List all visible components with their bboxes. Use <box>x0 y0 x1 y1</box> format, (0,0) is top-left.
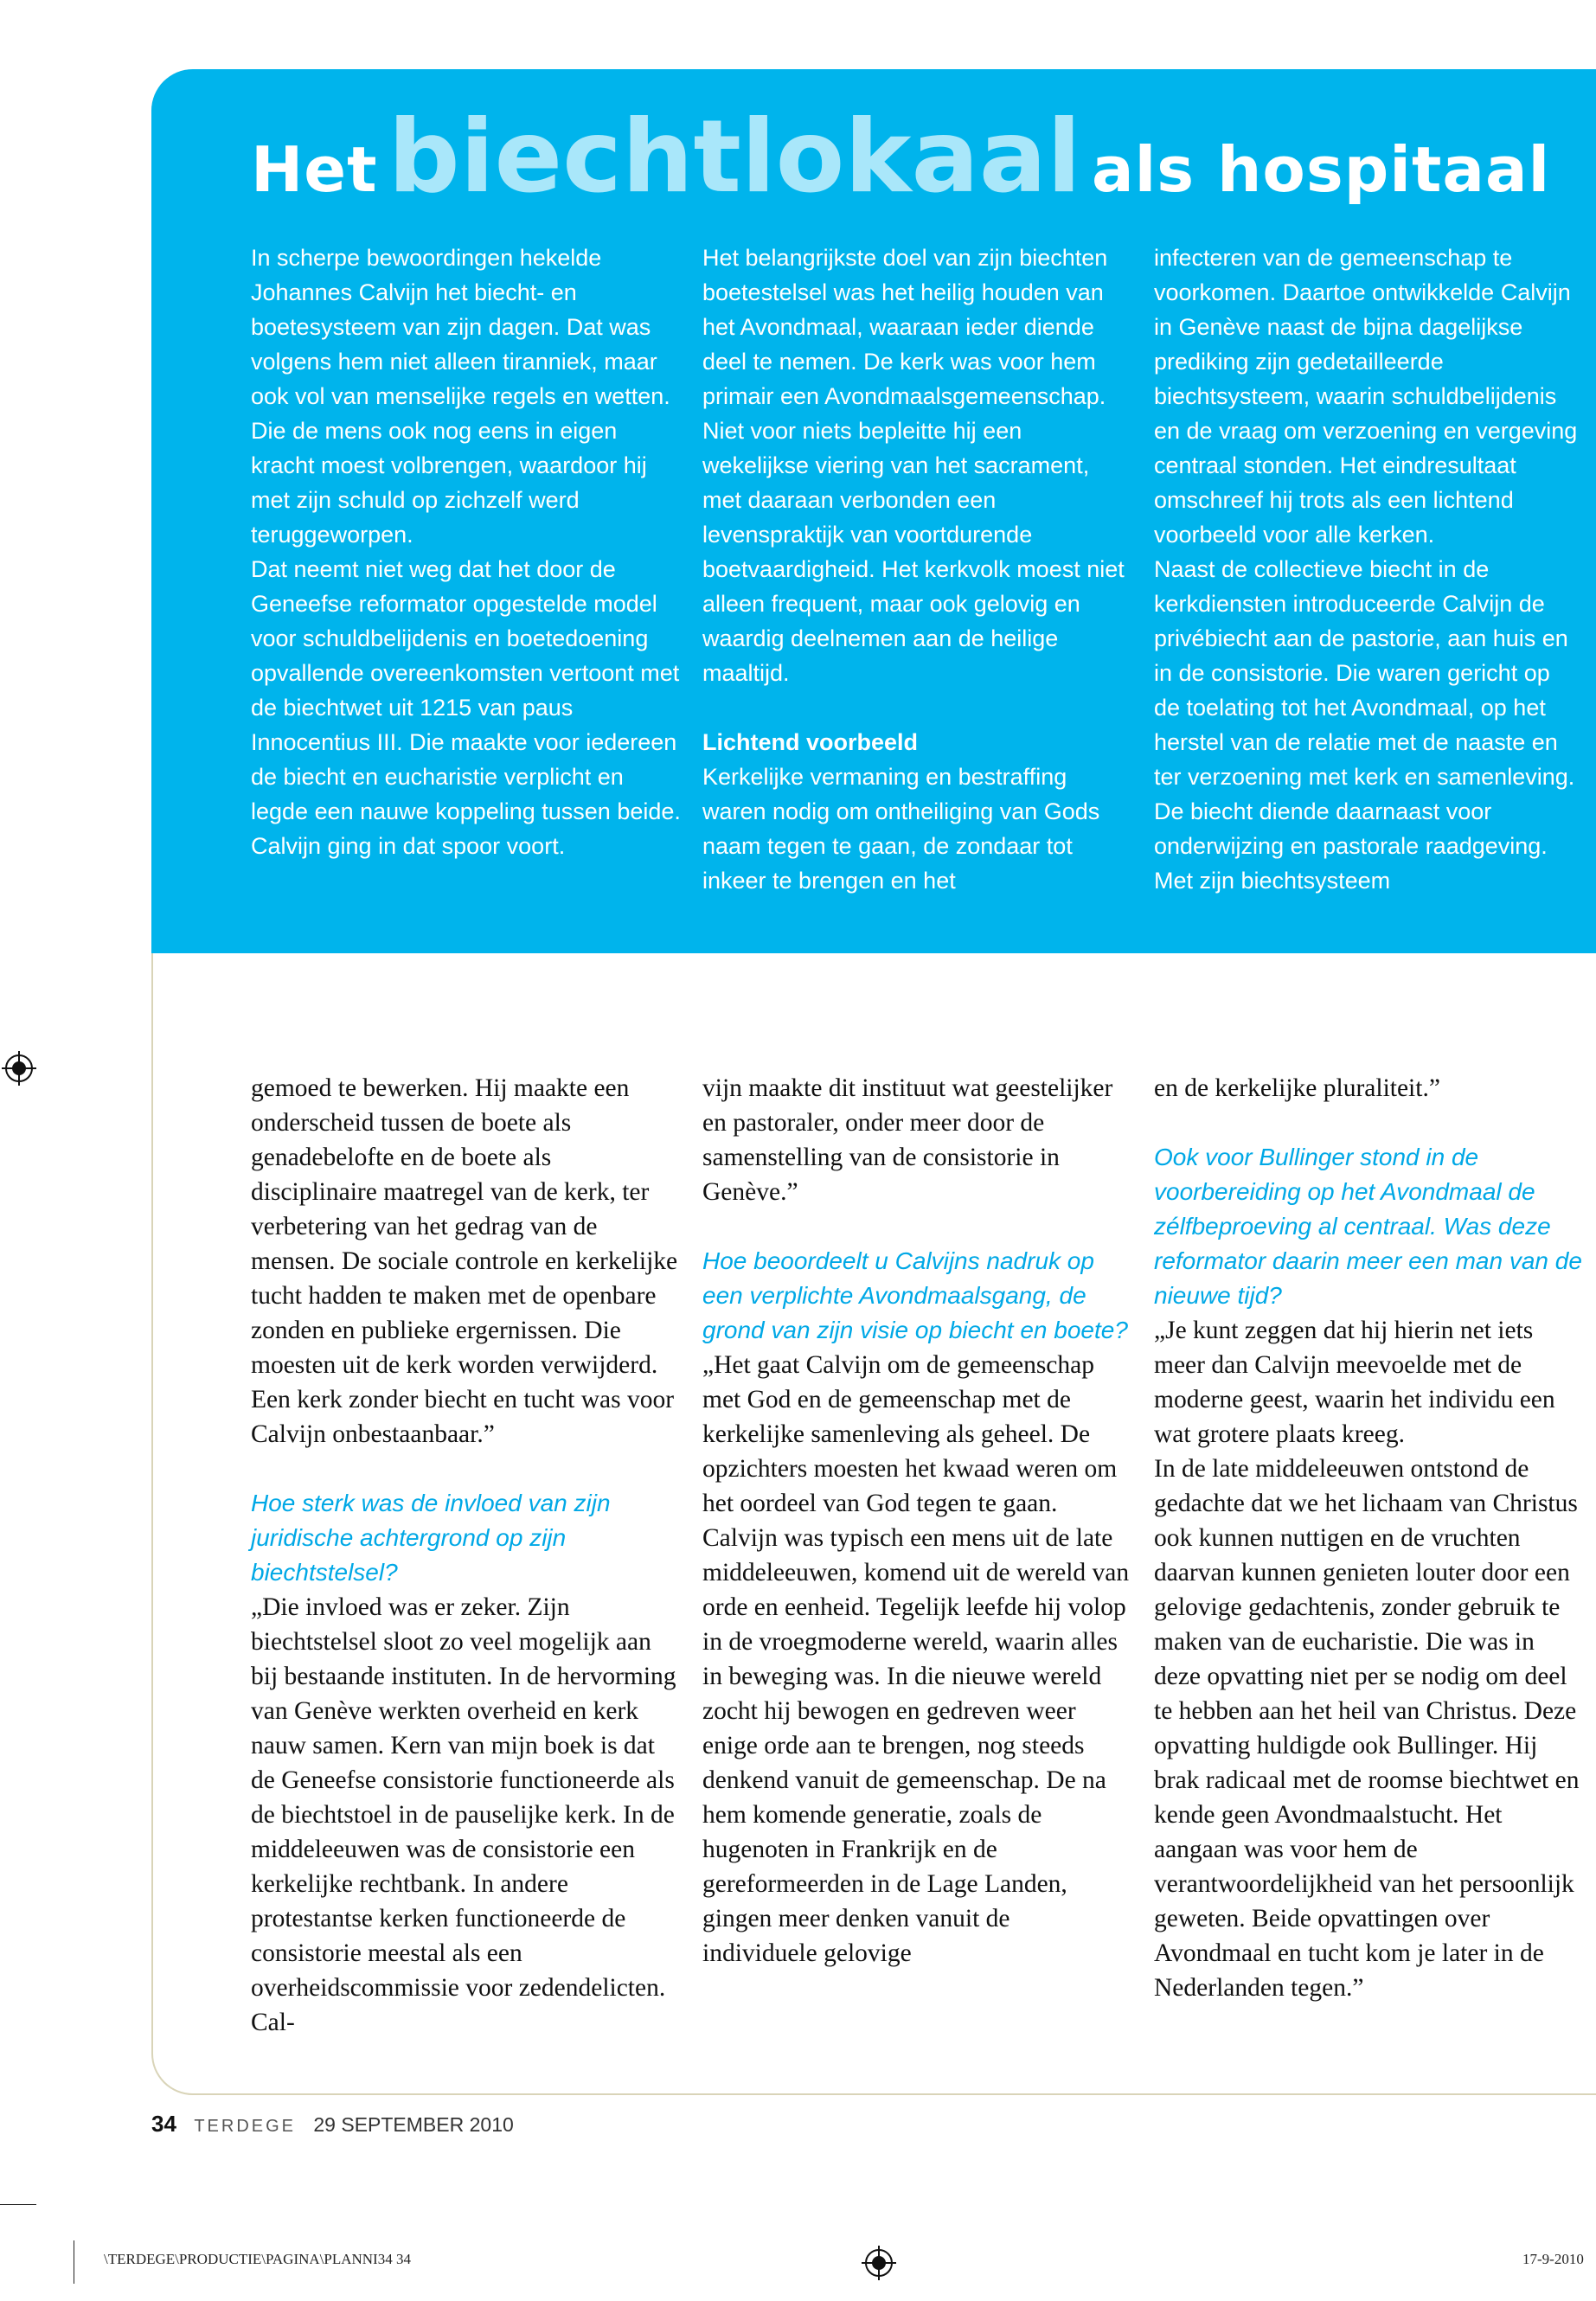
registration-mark-icon <box>5 1054 33 1082</box>
page-footer <box>151 2111 514 2138</box>
headline-part1: Het <box>251 133 378 206</box>
registration-mark-icon <box>865 2249 893 2277</box>
body-paragraph: „Het gaat Calvijn om de gemeenschap met God en de gemeenschap met de kerkelijke samenleving als geheel. De opzichters moesten het kwaad weren om het oordeel van God tegen te gaan. Calvijn was typisch een mens uit de late middeleeuwen, komend uit de wereld van orde en eenheid. Tegelijk leefde hij volop in de vroegmoderne wereld, waarin alles in beweging was. In die nieuwe wereld zocht hij bewogen en gedreven weer enige orde aan te brengen, nog steeds denkend vanuit de gemeenschap. De na hem komende generatie, zoals de hugenoten in Frankrijk en de gereformeerden in de Lage Landen, gingen meer denken vanuit de individuele gelovige <box>702 1351 1130 1967</box>
interview-question: Ook voor Bullinger stond in de voorbereiding op het Avondmaal de zélfbeproeving al centraal. Was deze reformator daarin meer een man van de nieuwe tijd? <box>1154 1144 1582 1309</box>
crop-mark <box>0 2204 36 2205</box>
intro-column-1 <box>251 240 683 863</box>
body-paragraph: „Je kunt zeggen dat hij hierin net iets meer dan Calvijn meevoelde met de moderne geest, waarin het individu een wat grotere plaats kreeg. <box>1154 1317 1555 1448</box>
intro-paragraph: Kerkelijke vermaning en bestraffing waren nodig om ontheiliging van Gods naam tegen te gaan, de zondaar tot inkeer te brengen en het <box>702 764 1100 894</box>
intro-paragraph: Naast de collectieve biecht in de kerkdiensten introduceerde Calvijn de privébiecht aan de pastorie, aan huis en in de consistorie. Die waren gericht op de toelating tot het Avondmaal, op het herstel van de relatie met de naaste en ter verzoening met kerk en samenleving. De biecht diende daarnaast voor onderwijzing en pastorale raadgeving. Met zijn biechtsysteem <box>1154 556 1575 894</box>
slug-date: 17-9-2010 <box>1522 2251 1584 2267</box>
body-paragraph: „Die invloed was er zeker. Zijn biechtstelsel sloot zo veel mogelijk aan bij bestaande instituten. In de hervorming van Genève werkten overheid en kerk nauw samen. Kern van mijn boek is dat de Geneefse consistorie functioneerde als de biechtstoel in de pauselijke kerk. In de middeleeuwen was de consistorie een kerkelijke rechtbank. In andere protestantse kerken functioneerde de consistorie meestal als een overheidscommissie voor zedendelicten. Cal- <box>251 1593 676 2036</box>
body-column-2 <box>702 1071 1131 1971</box>
headline-part3: als hospitaal <box>1091 133 1551 206</box>
intro-paragraph: Het belangrijkste doel van zijn biechten boetestelsel was het heilig houden van het Avondmaal, waaraan ieder diende deel te nemen. De kerk was voor hem primair een Avondmaalsgemeenschap. Niet voor niets bepleitte hij een wekelijkse viering van het sacrament, met daaraan verbonden een levenspraktijk van voortdurende boetvaardigheid. Het kerkvolk moest niet alleen frequent, maar ook gelovig en waardig deelnemen aan de heilige maaltijd. <box>702 245 1125 686</box>
interview-question: Hoe sterk was de invloed van zijn juridische achtergrond op zijn biechtstelsel? <box>251 1490 611 1586</box>
body-paragraph: en de kerkelijke pluraliteit.” <box>1154 1074 1440 1102</box>
intro-subhead: Lichtend voorbeeld <box>702 729 919 755</box>
intro-paragraph: Dat neemt niet weg dat het door de Geneefse reformator opgestelde model voor schuldbelijdenis en boetedoening opvallende overeenkomsten vertoont met de biechtwet uit 1215 van paus Innocentius III. Die maakte voor iedereen de biecht en eucharistie verplicht en legde een nauwe koppeling tussen beide. Calvijn ging in dat spoor voort. <box>251 556 681 859</box>
intro-column-2 <box>702 240 1131 898</box>
page-number: 34 <box>151 2111 176 2137</box>
body-paragraph: vijn maakte dit instituut wat geestelijker en pastoraler, onder meer door de samenstelling van de consistorie in Genève.” <box>702 1074 1113 1206</box>
body-paragraph: In de late middeleeuwen ontstond de gedachte dat we het lichaam van Christus ook kunnen nuttigen en de vruchten daarvan kunnen genieten louter door een gelovige gedachtenis, zonder gebruik te maken van de eucharistie. Die was in deze opvatting niet per se nodig om deel te hebben aan het heil van Christus. Deze opvatting huldigde ook Bullinger. Hij brak radicaal met de roomse biechtwet en kende geen Avondmaalstucht. Het aangaan was voor hem de verantwoordelijkheid van het persoonlijk geweten. Beide opvattingen over Avondmaal en tucht kom je later in de Nederlanden tegen.” <box>1154 1455 1580 2002</box>
intro-paragraph: In scherpe bewoordingen hekelde Johannes Calvijn het biecht- en boetesysteem van zijn dagen. Dat was volgens hem niet alleen tiranniek, maar ook vol van menselijke regels en wetten. Die de mens ook nog eens in eigen kracht moest volbrengen, waardoor hij met zijn schuld op zichzelf werd teruggeworpen. <box>251 245 670 548</box>
body-column-1 <box>251 1071 683 2040</box>
issue-date: 29 SEPTEMBER 2010 <box>313 2113 514 2136</box>
headline <box>251 99 1551 215</box>
interview-question: Hoe beoordeelt u Calvijns nadruk op een verplichte Avondmaalsgang, de grond van zijn visie op biecht en boete? <box>702 1247 1128 1343</box>
body-column-3 <box>1154 1071 1582 2005</box>
body-paragraph: gemoed te bewerken. Hij maakte een onderscheid tussen de boete als genadebelofte en de boete als disciplinaire maatregel van de kerk, ter verbetering van het gedrag van de mensen. De sociale controle en kerkelijke tucht hadden te maken met de openbare zonden en publieke ergernissen. Die moesten uit de kerk worden verwijderd. Een kerk zonder biecht en tucht was voor Calvijn onbestaanbaar.” <box>251 1074 678 1448</box>
headline-part2: biechtlokaal <box>388 99 1081 215</box>
intro-column-3 <box>1154 240 1582 898</box>
slug-path: \TERDEGE\PRODUCTIE\PAGINA\PLANNI34 34 <box>104 2251 411 2267</box>
intro-paragraph: infecteren van de gemeenschap te voorkomen. Daartoe ontwikkelde Calvijn in Genève naast de bijna dagelijkse prediking zijn gedetailleerde biechtsysteem, waarin schuldbelijdenis en de vraag om verzoening en vergeving centraal stonden. Het eindresultaat omschreef hij trots als een lichtend voorbeeld voor alle kerken. <box>1154 245 1578 548</box>
magazine-name: TERDEGE <box>194 2117 296 2136</box>
